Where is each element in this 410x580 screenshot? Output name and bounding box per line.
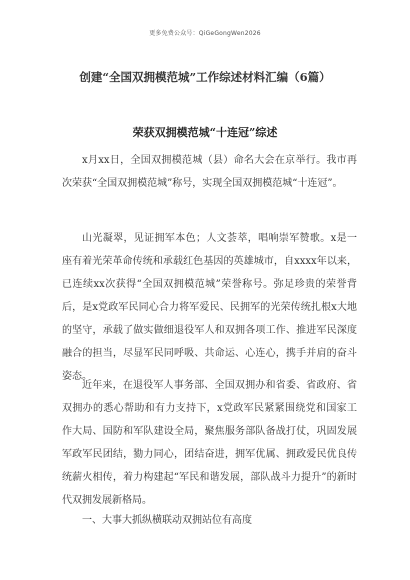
subheading-1: 一、大事大抓纵横联动双拥站位有高度 [82, 515, 252, 526]
paragraph-2: 山光凝翠，见证拥军本色；人文荟萃，唱响崇军赞歌。x是一座有着光荣革命传统和承载红色基因的英雄城市，自xxxx年以来，已连续xx次获得“全国双拥模范城”荣誉称号。弥足珍贵的荣誉背后，是x党政军民同心合力将军爱民、民拥军的光荣传统扎根x大地的坚守，承载了做实做细退役军人和双拥各项工作、推进军民深度融合的担当，尽显军民同呼吸、共命运、心连心，携手并肩的奋斗姿态。 [62, 233, 357, 382]
section-title: 荣获双拥模范城“十连冠”综述 [132, 126, 278, 139]
document-title: 创建“全国双拥模范城”工作综述材料汇编（6篇） [79, 70, 331, 84]
paragraph-3: 近年来，在退役军人事务部、全国双拥办和省委、省政府、省双拥办的悉心帮助和有力支持下，x党政军民紧紧围绕党和国家工作大局、国防和军队建设全局，聚焦服务部队备战打仗，巩固发展军政军民团结，勠力同心，团结奋进，拥军优属、拥政爱民优良传统薪火相传，着力构建起“军民和谐发展，部队战斗力提升”的新时代双拥发展新格局。 [62, 380, 357, 506]
paragraph-1: x月xx日，全国双拥模范城（县）命名大会在京举行。我市再次荣获“全国双拥模范城”称号，实现全国双拥模范城“十连冠”。 [62, 155, 357, 189]
watermark-text: 更多免费公众号：QiGeGongWen2026 [149, 30, 261, 37]
